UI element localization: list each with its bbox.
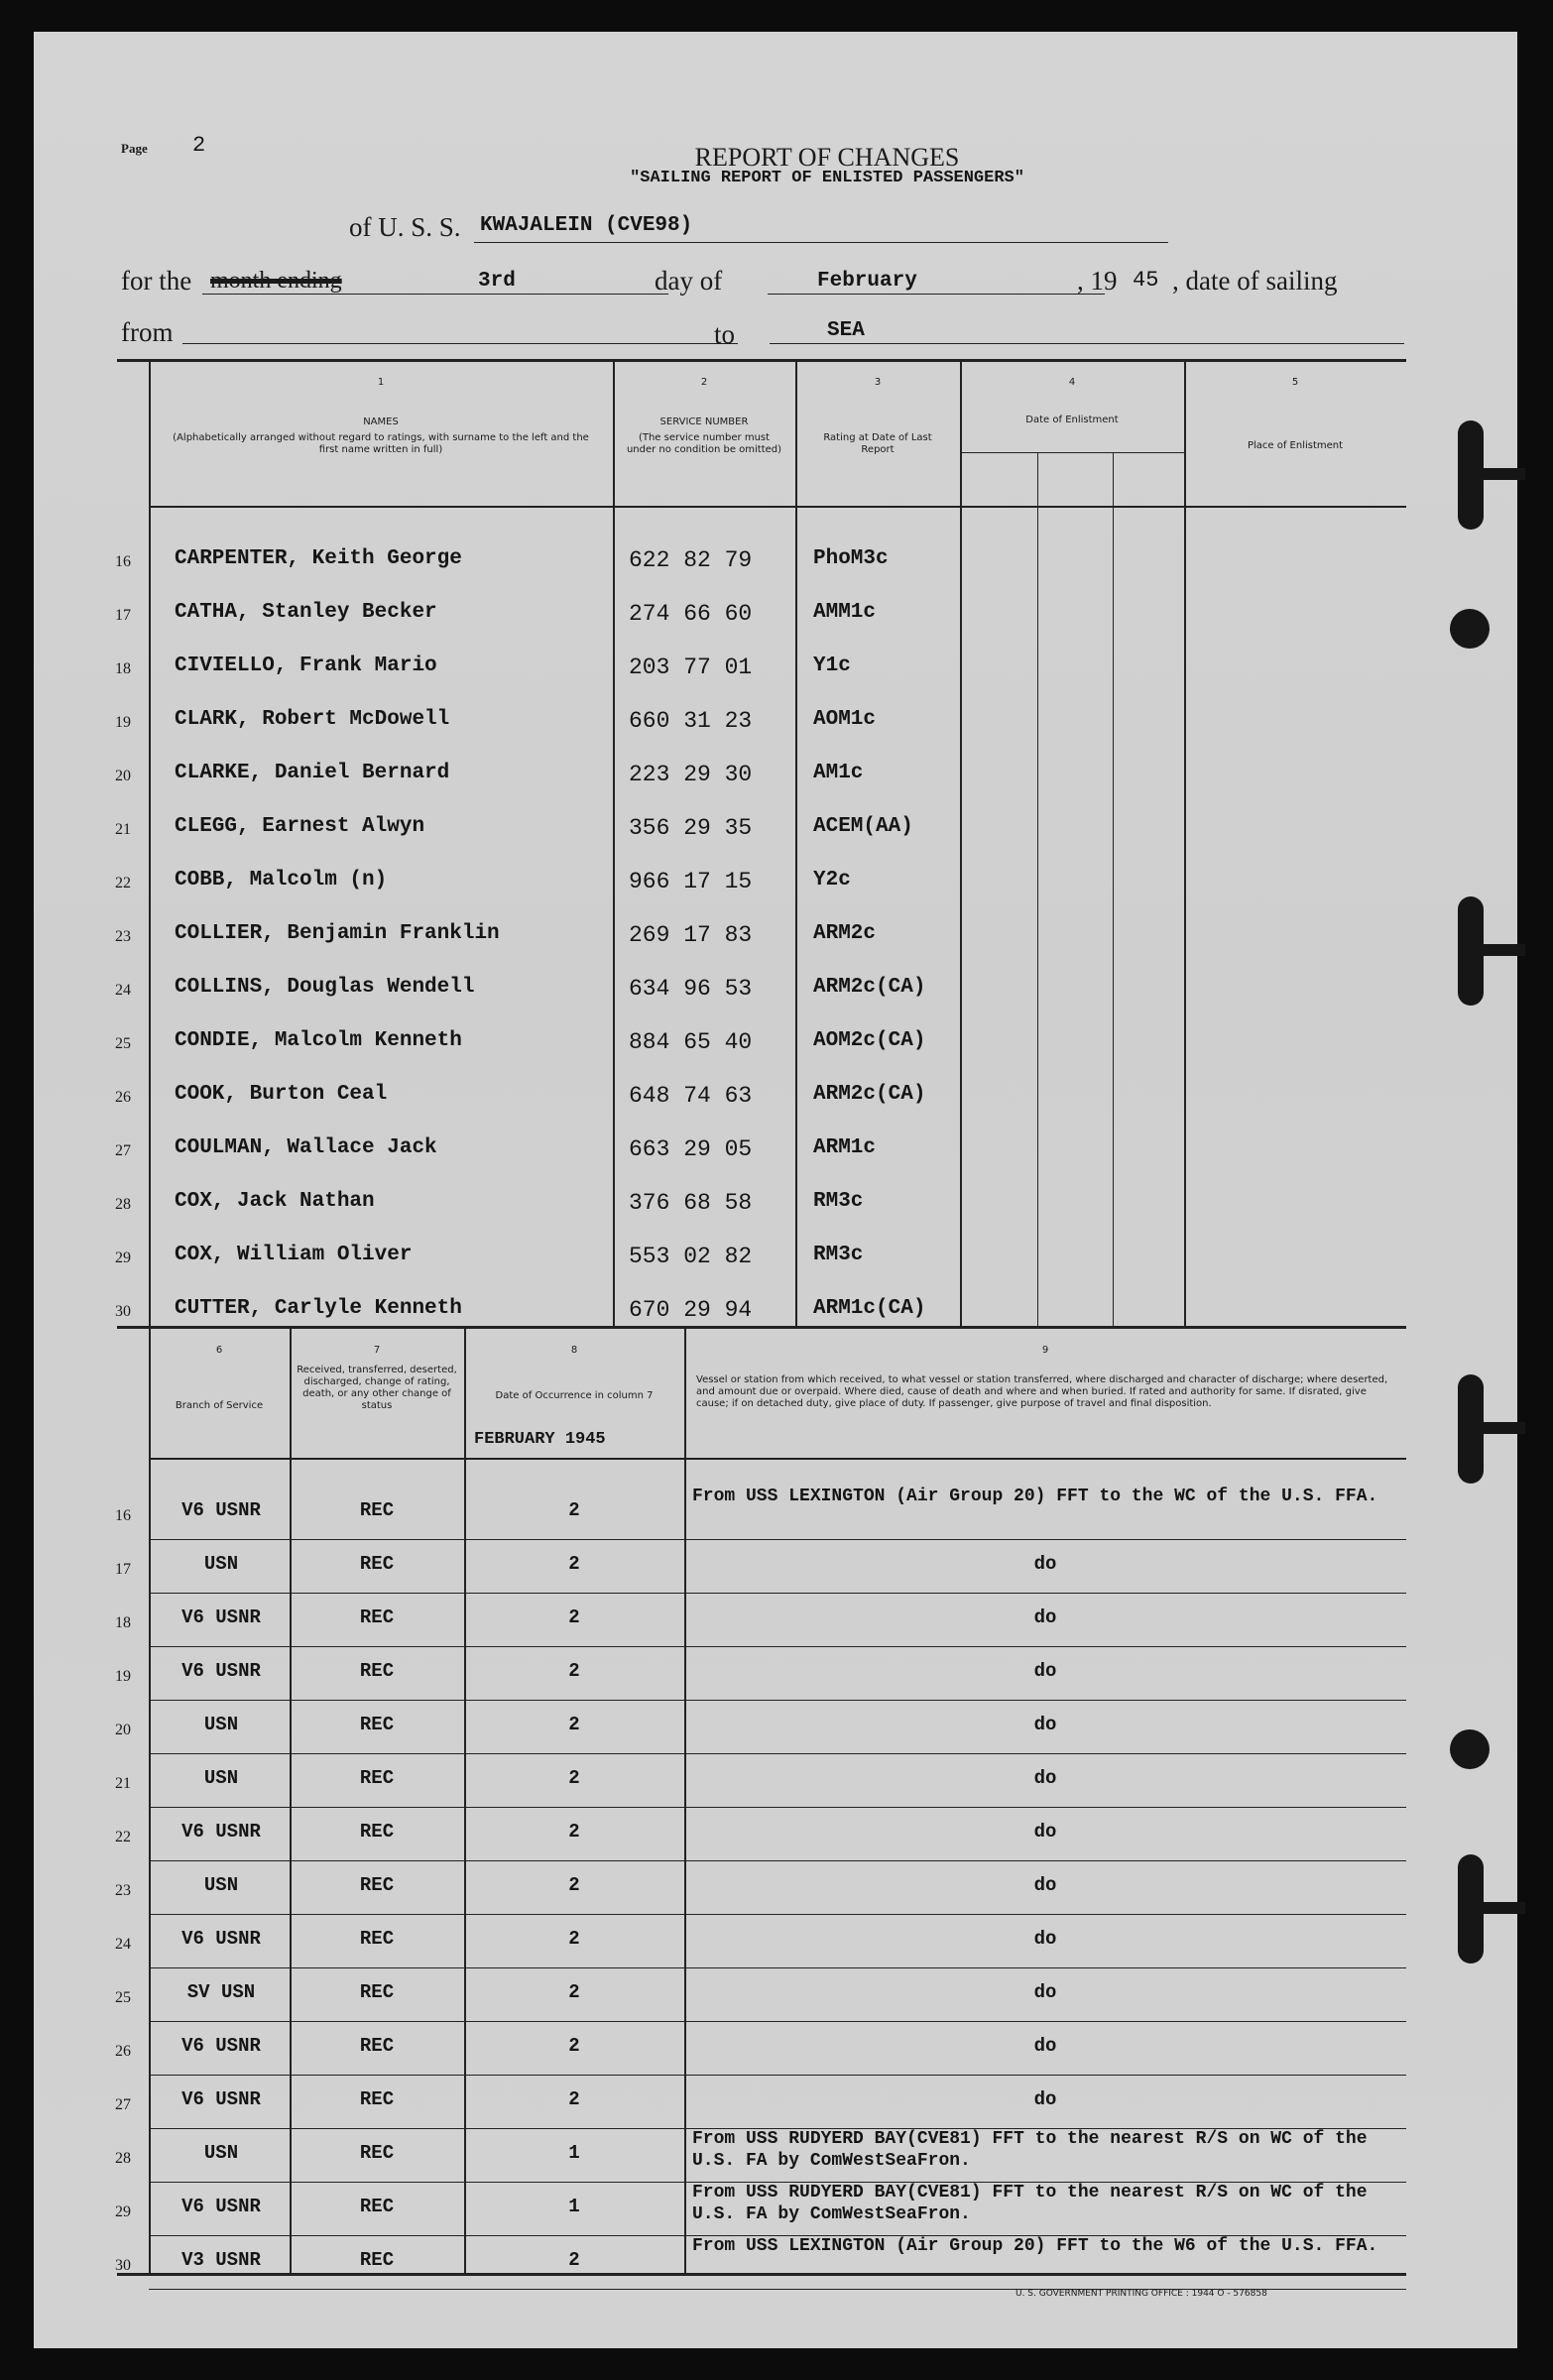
passenger-name: COOK, Burton Ceal xyxy=(175,1083,388,1106)
occurrence-date: 2 xyxy=(568,1981,580,2003)
upper-row-number: 27 xyxy=(115,1142,131,1159)
passenger-name: CATHA, Stanley Becker xyxy=(175,601,437,624)
upper-header-divider xyxy=(149,506,1406,508)
branch-of-service: V6 USNR xyxy=(181,1928,261,1950)
binder-clip-lower xyxy=(1466,1422,1525,1434)
occurrence-date: 2 xyxy=(568,2088,580,2110)
service-number: 356 29 35 xyxy=(629,815,753,841)
status-change: REC xyxy=(359,2142,395,2164)
passenger-name: CLARKE, Daniel Bernard xyxy=(175,762,450,784)
occurrence-date: 1 xyxy=(568,2142,580,2164)
col1-note: (Alphabetically arranged without regard to ratings, with surname to the left and the first name written in full) xyxy=(173,432,589,455)
remarks: do xyxy=(1033,1981,1057,2003)
lower-row-rule xyxy=(149,1646,1406,1647)
lower-row-rule xyxy=(149,1807,1406,1808)
year-suffix: 45 xyxy=(1133,268,1159,293)
binder-clip-bottom xyxy=(1466,1902,1525,1914)
lower-row-rule xyxy=(149,2021,1406,2022)
ship-name: KWAJALEIN (CVE98) xyxy=(480,214,693,237)
lower-row-number: 26 xyxy=(115,2043,131,2060)
rating: AOM1c xyxy=(813,708,877,731)
printer-footer: U. S. GOVERNMENT PRINTING OFFICE : 1944 O - 576858 xyxy=(1015,2289,1267,2299)
lower-row-number: 22 xyxy=(115,1829,131,1845)
form-sheet xyxy=(34,32,1517,2348)
branch-of-service: USN xyxy=(203,2142,239,2164)
col5-title: Place of Enlistment xyxy=(1247,440,1344,451)
status-change: REC xyxy=(359,1928,395,1950)
upper-row-number: 23 xyxy=(115,928,131,945)
service-number: 203 77 01 xyxy=(629,654,753,680)
page-label: Page xyxy=(121,141,148,156)
occurrence-date: 2 xyxy=(568,1606,580,1628)
branch-of-service: V6 USNR xyxy=(181,1499,261,1521)
destination: SEA xyxy=(827,319,865,342)
rating: Y1c xyxy=(813,654,851,677)
lower-row-number: 30 xyxy=(115,2257,131,2274)
service-number: 223 29 30 xyxy=(629,762,753,787)
day-of-label: day of xyxy=(655,266,723,296)
rating: PhoM3c xyxy=(813,547,889,570)
branch-of-service: V6 USNR xyxy=(181,2035,261,2057)
lower-row-number: 27 xyxy=(115,2096,131,2113)
occurrence-date: 2 xyxy=(568,2249,580,2271)
occurrence-date: 2 xyxy=(568,1660,580,1682)
service-number: 376 68 58 xyxy=(629,1190,753,1216)
service-number: 966 17 15 xyxy=(629,869,753,894)
col7-number: 7 xyxy=(373,1345,381,1356)
lower-row-number: 21 xyxy=(115,1775,131,1792)
remarks: do xyxy=(1033,1660,1057,1682)
lower-row-rule xyxy=(149,1914,1406,1915)
service-number: 274 66 60 xyxy=(629,601,753,627)
remarks: From USS LEXINGTON (Air Group 20) FFT to the W6 of the U.S. FFA. xyxy=(692,2236,1378,2256)
status-change: REC xyxy=(359,1499,395,1521)
service-number: 622 82 79 xyxy=(629,547,753,573)
col9-title: Vessel or station from which received, to what vessel or station transferred, where discharged and character of discharge; where deserted, and amount due or overpaid. Where died, cause of death and where and when buried. If rated and authority for same. If disrated, give cause; if on detached duty, give place of duty. If passenger, give purpose of travel and final disposition. xyxy=(696,1374,1388,1409)
service-number: 660 31 23 xyxy=(629,708,753,734)
date-of-sailing-label: , date of sailing xyxy=(1172,266,1338,296)
rating: ARM1c(CA) xyxy=(813,1297,926,1320)
lower-row-number: 25 xyxy=(115,1989,131,2006)
upper-row-number: 16 xyxy=(115,553,131,570)
status-change: REC xyxy=(359,1553,395,1575)
occurrence-date: 2 xyxy=(568,2035,580,2057)
rating: ARM2c xyxy=(813,922,877,945)
lower-row-number: 28 xyxy=(115,2150,131,2167)
service-number: 884 65 40 xyxy=(629,1029,753,1055)
upper-row-number: 18 xyxy=(115,660,131,677)
branch-of-service: V6 USNR xyxy=(181,1821,261,1843)
passenger-name: COULMAN, Wallace Jack xyxy=(175,1136,437,1159)
binder-clip-top xyxy=(1466,468,1525,480)
passenger-name: CONDIE, Malcolm Kenneth xyxy=(175,1029,462,1052)
lower-row-number: 16 xyxy=(115,1507,131,1524)
lower-row-rule xyxy=(149,1753,1406,1754)
status-change: REC xyxy=(359,1660,395,1682)
lower-row-number: 17 xyxy=(115,1561,131,1578)
branch-of-service: USN xyxy=(203,1553,239,1575)
remarks: do xyxy=(1033,1928,1057,1950)
remarks: From USS RUDYERD BAY(CVE81) FFT to the nearest R/S on WC of the U.S. FA by ComWestSeaFron. xyxy=(692,2183,1368,2224)
for-the-label: for the xyxy=(121,266,192,296)
occurrence-date: 2 xyxy=(568,1874,580,1896)
rating: AM1c xyxy=(813,762,864,784)
branch-of-service: V6 USNR xyxy=(181,1606,261,1628)
remarks: do xyxy=(1033,1874,1057,1896)
page-number: 2 xyxy=(192,133,206,158)
remarks: do xyxy=(1033,2088,1057,2110)
status-change: REC xyxy=(359,2196,395,2217)
rating: ACEM(AA) xyxy=(813,815,913,838)
upper-row-number: 17 xyxy=(115,607,131,624)
year-prefix: , 19 xyxy=(1077,266,1118,296)
col6-number: 6 xyxy=(215,1345,223,1356)
passenger-name: COX, Jack Nathan xyxy=(175,1190,375,1213)
upper-row-number: 28 xyxy=(115,1196,131,1213)
remarks: From USS RUDYERD BAY(CVE81) FFT to the nearest R/S on WC of the U.S. FA by ComWestSeaFron. xyxy=(692,2129,1368,2171)
passenger-name: COBB, Malcolm (n) xyxy=(175,869,388,892)
punch-hole-2 xyxy=(1450,1729,1490,1769)
status-change: REC xyxy=(359,2249,395,2271)
col8-month: FEBRUARY 1945 xyxy=(474,1430,606,1449)
lower-row-number: 20 xyxy=(115,1722,131,1738)
col1-title: NAMES xyxy=(363,416,399,427)
upper-row-number: 22 xyxy=(115,875,131,892)
occurrence-date: 2 xyxy=(568,1821,580,1843)
status-change: REC xyxy=(359,2088,395,2110)
rating: RM3c xyxy=(813,1190,864,1213)
passenger-name: CLARK, Robert McDowell xyxy=(175,708,450,731)
col4-number: 4 xyxy=(1068,377,1076,388)
passenger-name: CUTTER, Carlyle Kenneth xyxy=(175,1297,462,1320)
sailing-month: February xyxy=(817,270,917,293)
service-number: 670 29 94 xyxy=(629,1297,753,1323)
service-number: 663 29 05 xyxy=(629,1136,753,1162)
branch-of-service: V6 USNR xyxy=(181,2088,261,2110)
occurrence-date: 2 xyxy=(568,1928,580,1950)
of-uss-label: of U. S. S. xyxy=(349,212,461,242)
remarks: do xyxy=(1033,2035,1057,2057)
rating: RM3c xyxy=(813,1244,864,1266)
lower-row-rule xyxy=(149,1593,1406,1594)
rating: AMM1c xyxy=(813,601,877,624)
lower-row-rule xyxy=(149,1967,1406,1968)
passenger-name: CARPENTER, Keith George xyxy=(175,547,462,570)
status-change: REC xyxy=(359,1981,395,2003)
branch-of-service: V3 USNR xyxy=(181,2249,261,2271)
upper-row-number: 21 xyxy=(115,821,131,838)
col3-title: Rating at Date of Last Report xyxy=(823,432,932,455)
rating: ARM1c xyxy=(813,1136,877,1159)
lower-row-rule xyxy=(149,2075,1406,2076)
upper-row-number: 24 xyxy=(115,982,131,999)
col2-number: 2 xyxy=(700,377,708,388)
col4-title: Date of Enlistment xyxy=(1025,415,1119,425)
lower-row-number: 19 xyxy=(115,1668,131,1685)
lower-row-rule xyxy=(149,1700,1406,1701)
struck-month-ending: month ending xyxy=(210,268,342,294)
status-change: REC xyxy=(359,1821,395,1843)
upper-table-bottom-border xyxy=(117,1326,1406,1329)
occurrence-date: 2 xyxy=(568,1499,580,1521)
remarks: do xyxy=(1033,1606,1057,1628)
passenger-name: COX, William Oliver xyxy=(175,1244,413,1266)
passenger-name: CIVIELLO, Frank Mario xyxy=(175,654,437,677)
upper-table-top-border xyxy=(117,359,1406,362)
page-subtitle: "SAILING REPORT OF ENLISTED PASSENGERS" xyxy=(630,169,1024,187)
remarks: do xyxy=(1033,1714,1057,1735)
col9-number: 9 xyxy=(1041,1345,1049,1356)
status-change: REC xyxy=(359,1874,395,1896)
to-label: to xyxy=(714,319,736,349)
lower-header-divider xyxy=(149,1458,1406,1460)
lower-row-number: 24 xyxy=(115,1936,131,1953)
rating: Y2c xyxy=(813,869,851,892)
rating: ARM2c(CA) xyxy=(813,1083,926,1106)
occurrence-date: 1 xyxy=(568,2196,580,2217)
upper-row-number: 19 xyxy=(115,714,131,731)
remarks: do xyxy=(1033,1821,1057,1843)
page-title: REPORT OF CHANGES xyxy=(694,143,960,172)
col1-number: 1 xyxy=(377,377,385,388)
passenger-name: COLLINS, Douglas Wendell xyxy=(175,976,475,999)
status-change: REC xyxy=(359,1714,395,1735)
status-change: REC xyxy=(359,1767,395,1789)
col2-title: SERVICE NUMBER xyxy=(659,416,749,427)
lower-row-number: 29 xyxy=(115,2203,131,2220)
binder-clip-middle xyxy=(1466,944,1525,956)
service-number: 648 74 63 xyxy=(629,1083,753,1109)
service-number: 553 02 82 xyxy=(629,1244,753,1269)
remarks: do xyxy=(1033,1553,1057,1575)
col8-number: 8 xyxy=(570,1345,578,1356)
lower-row-number: 23 xyxy=(115,1882,131,1899)
col3-number: 3 xyxy=(874,377,882,388)
remarks: do xyxy=(1033,1767,1057,1789)
lower-row-number: 18 xyxy=(115,1614,131,1631)
branch-of-service: USN xyxy=(203,1767,239,1789)
sailing-day: 3rd xyxy=(478,270,516,293)
lower-row-rule xyxy=(149,1860,1406,1861)
lower-table-bottom-border xyxy=(117,2273,1406,2276)
from-label: from xyxy=(121,317,174,347)
occurrence-date: 2 xyxy=(568,1553,580,1575)
passenger-name: CLEGG, Earnest Alwyn xyxy=(175,815,425,838)
occurrence-date: 2 xyxy=(568,1714,580,1735)
status-change: REC xyxy=(359,2035,395,2057)
remarks: From USS LEXINGTON (Air Group 20) FFT to the WC of the U.S. FFA. xyxy=(692,1487,1378,1506)
upper-row-number: 20 xyxy=(115,768,131,784)
col7-title: Received, transferred, deserted, discharged, change of rating, death, or any other change of status xyxy=(297,1365,457,1411)
branch-of-service: USN xyxy=(203,1714,239,1735)
rating: AOM2c(CA) xyxy=(813,1029,926,1052)
rating: ARM2c(CA) xyxy=(813,976,926,999)
col8-title: Date of Occurrence in column 7 xyxy=(495,1390,654,1401)
status-change: REC xyxy=(359,1606,395,1628)
branch-of-service: V6 USNR xyxy=(181,1660,261,1682)
branch-of-service: USN xyxy=(203,1874,239,1896)
branch-of-service: V6 USNR xyxy=(181,2196,261,2217)
upper-row-number: 25 xyxy=(115,1035,131,1052)
lower-row-rule xyxy=(149,1539,1406,1540)
col2-note: (The service number must under no condition be omitted) xyxy=(626,432,782,455)
punch-hole-1 xyxy=(1450,609,1490,649)
upper-row-number: 30 xyxy=(115,1303,131,1320)
passenger-name: COLLIER, Benjamin Franklin xyxy=(175,922,500,945)
col6-title: Branch of Service xyxy=(175,1400,264,1411)
col5-number: 5 xyxy=(1291,377,1299,388)
upper-row-number: 26 xyxy=(115,1089,131,1106)
branch-of-service: SV USN xyxy=(186,1981,256,2003)
service-number: 269 17 83 xyxy=(629,922,753,948)
service-number: 634 96 53 xyxy=(629,976,753,1002)
occurrence-date: 2 xyxy=(568,1767,580,1789)
upper-row-number: 29 xyxy=(115,1250,131,1266)
